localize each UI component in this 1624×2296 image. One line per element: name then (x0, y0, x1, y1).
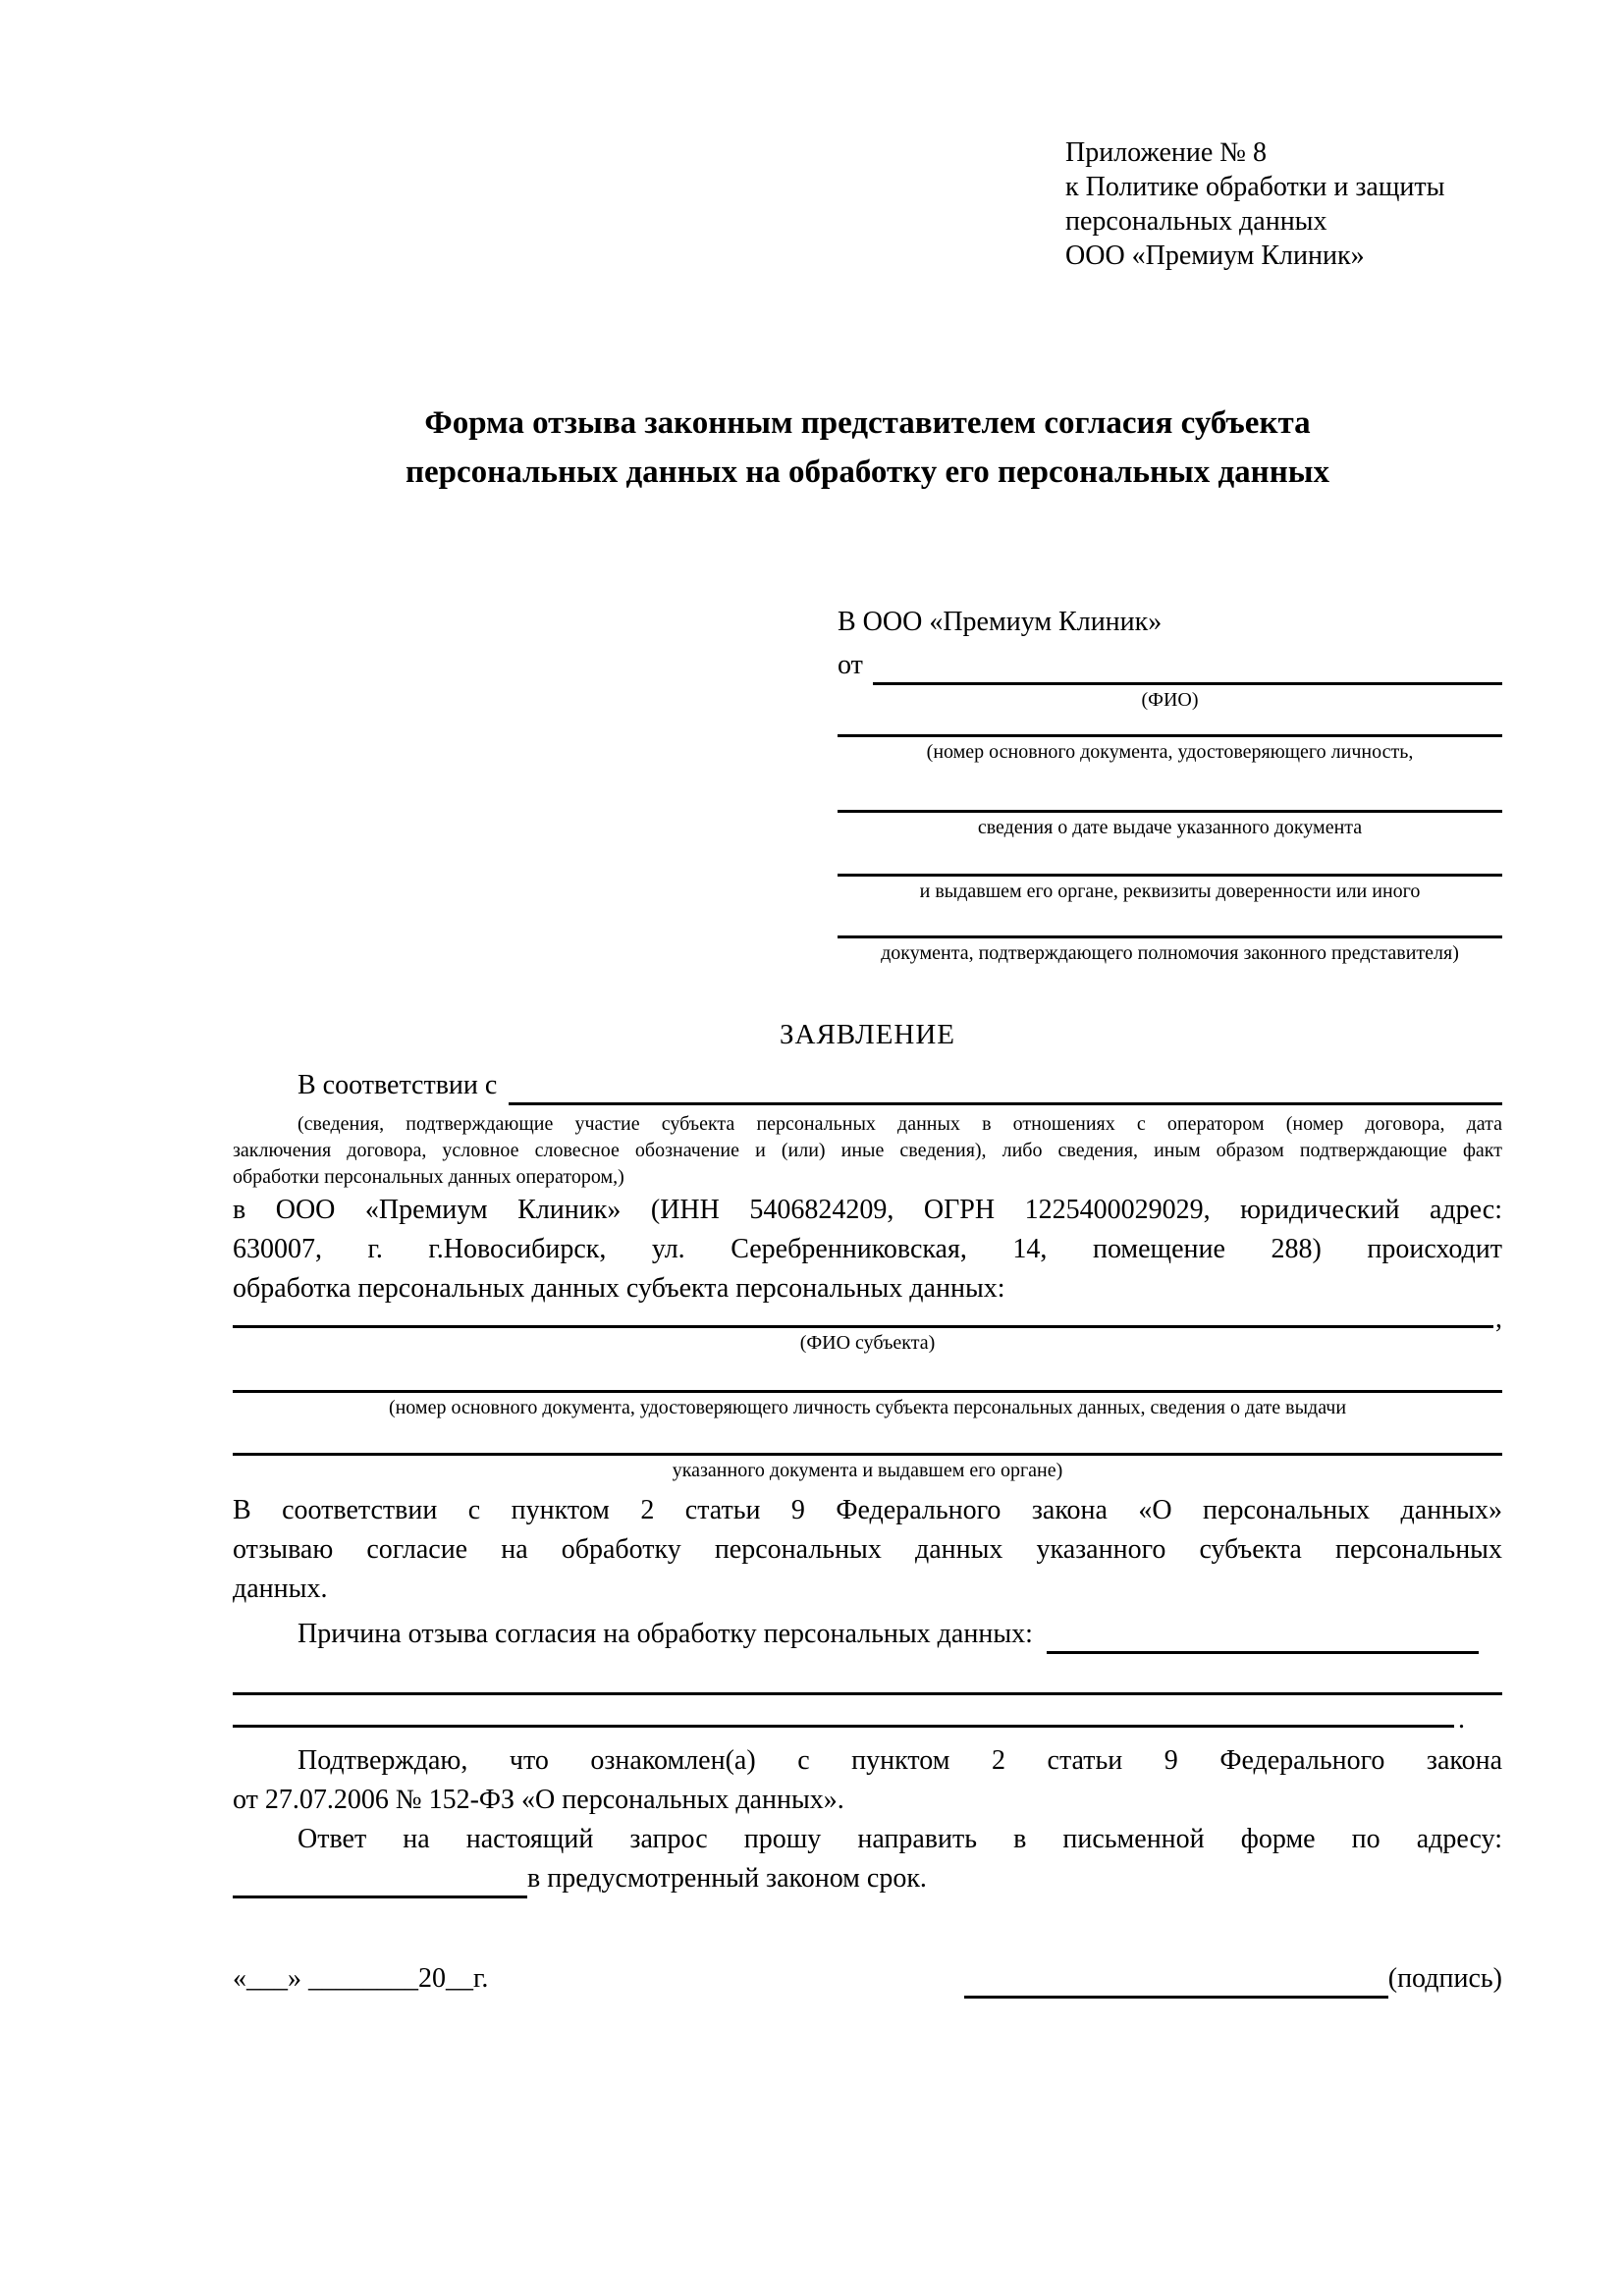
subject-fio-fill-row (233, 1304, 1502, 1334)
document-content (233, 0, 1502, 1999)
operator-paragraph-line: 630007, г. г.Новосибирск, ул. Серебренниковская, 14, помещение 288) происходит (233, 1234, 1502, 1264)
fill-group (838, 715, 1502, 767)
fill-caption: сведения о дате выдаче указанного документа (977, 817, 1363, 838)
accordance-caption-line: (сведения, подтверждающие участие субъекта персональных данных в отношениях с оператором (номер договора, дата (298, 1113, 1502, 1135)
appendix-line: ООО «Премиум Клиник» (1065, 240, 1365, 271)
appendix-line: персональных данных (1065, 206, 1327, 237)
addressee-from-row (838, 642, 1502, 685)
signature-fill-line (964, 1962, 1388, 1999)
withdraw-paragraph-line: В соответствии с пунктом 2 статьи 9 Федерального закона «О персональных данных» (233, 1495, 1502, 1525)
accordance-fill-line (509, 1102, 1502, 1105)
date-blank: «___» ________20__г. (233, 1963, 489, 1994)
from-label: от (838, 650, 863, 680)
address-fill-line (233, 1856, 527, 1898)
operator-paragraph-line: обработка персональных данных субъекта персональных данных: (233, 1273, 1005, 1304)
addressee-to: В ООО «Премиум Клиник» (838, 607, 1163, 637)
subject-fio-caption: (ФИО субъекта) (799, 1332, 936, 1354)
fill-group (838, 854, 1502, 906)
fio-caption: (ФИО) (1141, 689, 1199, 711)
fill-row-period: . (1458, 1704, 1465, 1735)
issuing-authority-caption: указанного документа и выдавшем его органе) (672, 1460, 1063, 1481)
signature-caption: (подпись) (1387, 1963, 1502, 1994)
addressee-block (838, 603, 1502, 968)
accordance-caption-line: обработки персональных данных оператором,) (233, 1166, 624, 1188)
subject-document-fill-line (233, 1374, 1502, 1393)
fill-caption: (номер основного документа, удостоверяющего личность, (926, 741, 1414, 763)
reason-extra-fill-line (233, 1692, 1454, 1728)
authority-document-fill-line (838, 916, 1502, 938)
reason-row (233, 1611, 1502, 1654)
appendix-line: к Политике обработки и защиты (1065, 172, 1445, 202)
fill-caption: и выдавшем его органе, реквизиты доверенности или иного (919, 881, 1421, 902)
accordance-row (233, 1062, 1502, 1105)
subject-fio-comma: , (1495, 1304, 1502, 1334)
document-title-line: Форма отзыва законным представителем согласия субъекта (424, 405, 1311, 441)
document-title-line: персональных данных на обработку его персональных данных (406, 454, 1329, 490)
statement-heading: ЗАЯВЛЕНИЕ (779, 1019, 956, 1050)
confirm-paragraph-line: от 27.07.2006 № 152-ФЗ «О персональных данных». (233, 1785, 844, 1815)
accordance-label: В соответствии с (298, 1070, 498, 1100)
confirm-paragraph-line: Подтверждаю, что ознакомлен(а) с пунктом 2 статьи 9 Федерального закона (298, 1745, 1502, 1776)
response-tail-text: в предусмотренный законом срок. (527, 1863, 927, 1894)
subject-fio-fill-line (233, 1309, 1493, 1328)
appendix-block (1065, 135, 1502, 273)
reason-extra-fill-line (233, 1651, 1502, 1695)
subject-document-fill-row (233, 1377, 1502, 1393)
reason-extra-fill-row (233, 1654, 1502, 1695)
appendix-line: Приложение № 8 (1065, 137, 1267, 168)
operator-paragraph-line: в ООО «Премиум Клиник» (ИНН 5406824209, ОГРН 1225400029029, юридический адрес: (233, 1195, 1502, 1225)
issuing-authority-fill-line (233, 1437, 1502, 1456)
date-signature-row (233, 1959, 1502, 1999)
document-title (233, 399, 1502, 497)
document-number-fill-line (838, 715, 1502, 737)
accordance-caption-line: заключения договора, условное словесное обозначение и (или) иные сведения), либо сведения, иным образом подтверждающие факт (233, 1140, 1502, 1161)
signature-block (964, 1959, 1502, 1999)
subject-document-caption: (номер основного документа, удостоверяющего личность субъекта персональных данных, сведения о дате выдачи (388, 1397, 1347, 1418)
fill-group (838, 916, 1502, 968)
fill-caption: документа, подтверждающего полномочия законного представителя) (881, 942, 1459, 964)
withdraw-paragraph-line: данных. (233, 1574, 328, 1604)
fill-group (838, 790, 1502, 842)
reason-label: Причина отзыва согласия на обработку персональных данных: (298, 1619, 1033, 1649)
issuing-authority-fill-row (233, 1440, 1502, 1456)
issue-date-fill-line (838, 790, 1502, 813)
response-paragraph-line: Ответ на настоящий запрос прошу направить в письменной форме по адресу: (298, 1824, 1502, 1854)
reason-extra-fill-row (233, 1695, 1502, 1735)
withdraw-paragraph-line: отзываю согласие на обработку персональных данных указанного субъекта персональных (233, 1534, 1502, 1565)
issuing-authority-fill-line (838, 854, 1502, 877)
response-address-row (233, 1859, 1502, 1898)
